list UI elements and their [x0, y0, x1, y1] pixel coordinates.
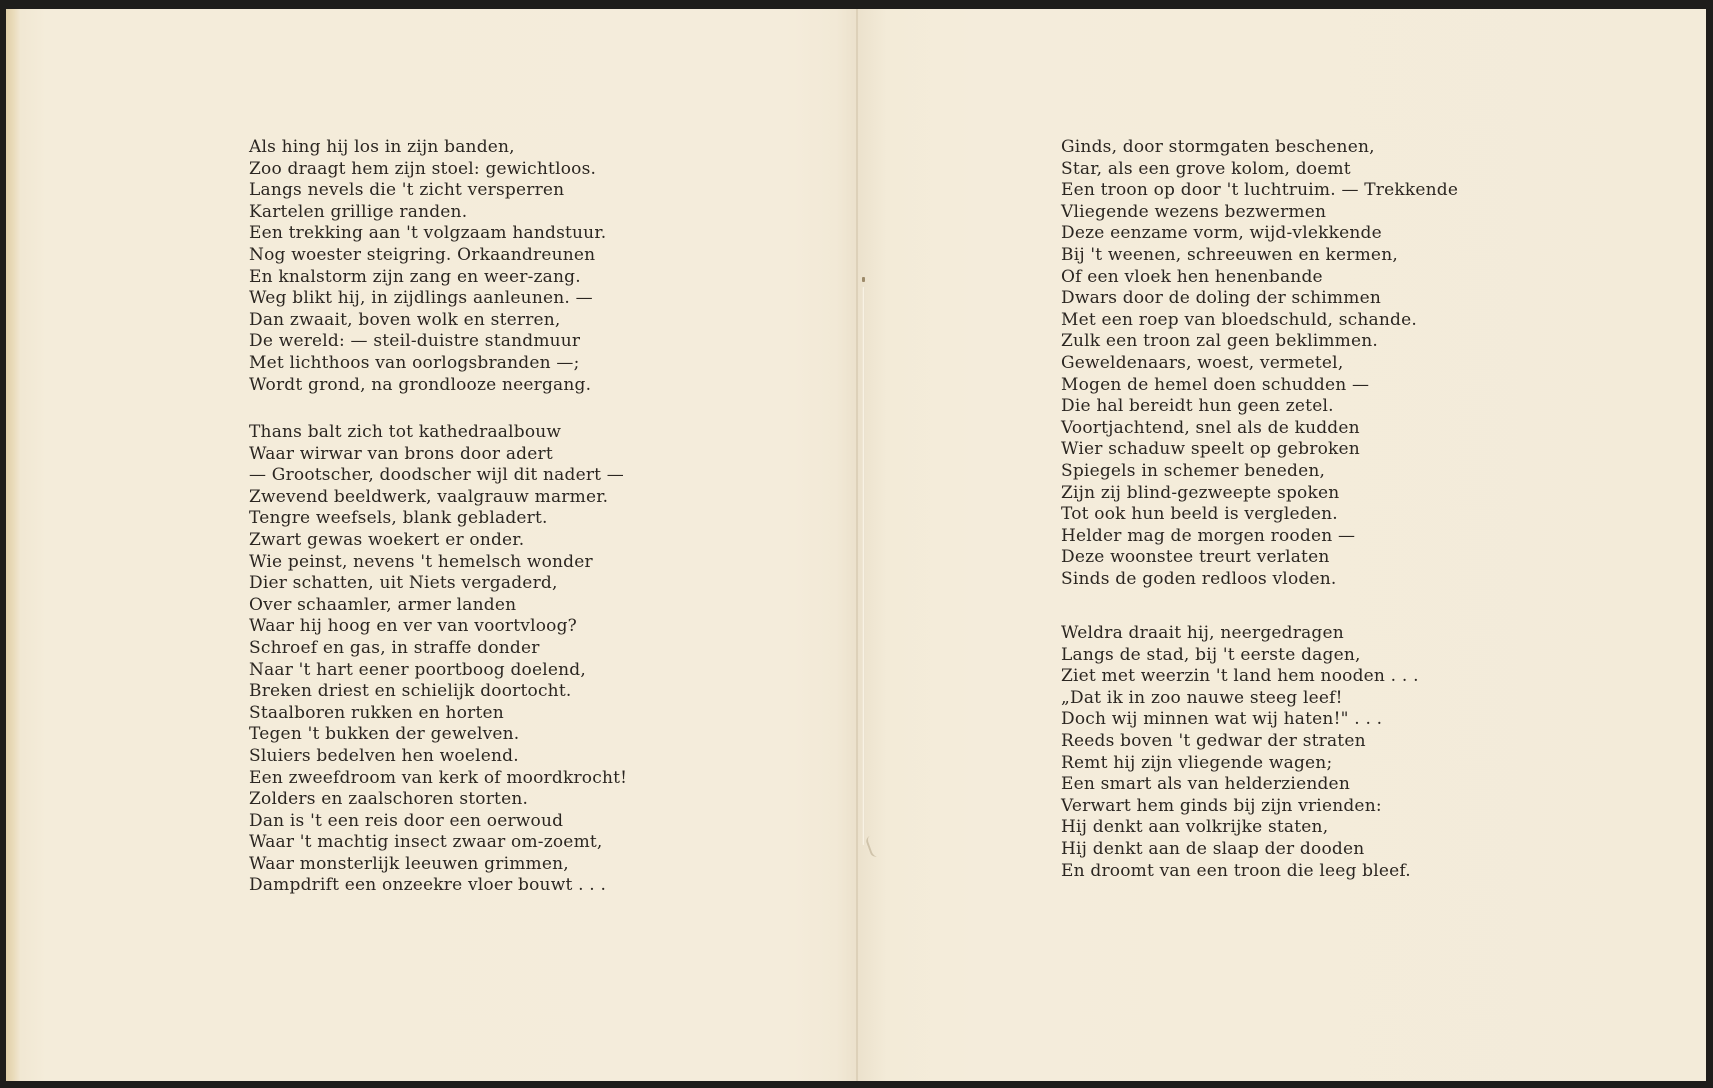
- poem-line: Deze woonstee treurt verlaten: [1061, 547, 1330, 568]
- poem-line: Kartelen grillige randen.: [249, 201, 468, 222]
- poem-line: Dan is 't een reis door een oerwoud: [249, 810, 564, 831]
- poem-line: Breken driest en schielijk doortocht.: [249, 681, 572, 702]
- poem-line: Zwart gewas woekert er onder.: [249, 529, 525, 550]
- poem-line: Weg blikt hij, in zijdlings aanleunen. —: [249, 288, 593, 309]
- poem-line: Wordt grond, na grondlooze neergang.: [249, 374, 592, 395]
- poem-line: Spiegels in schemer beneden,: [1061, 460, 1326, 481]
- poem-line: Zijn zij blind-gezweepte spoken: [1061, 482, 1340, 503]
- poem-line: Waar monsterlijk leeuwen grimmen,: [249, 853, 569, 874]
- poem-line: Een zweefdroom van kerk of moordkrocht!: [249, 767, 628, 788]
- poem-stanza: [249, 137, 606, 396]
- poem-line: Geweldenaars, woest, vermetel,: [1061, 352, 1344, 373]
- poem-line: Of een vloek hen henenbande: [1061, 266, 1323, 287]
- poem-line: Schroef en gas, in straffe donder: [249, 637, 540, 658]
- poem-line: Mogen de hemel doen schudden —: [1061, 374, 1370, 395]
- binding-thread: [862, 287, 865, 845]
- poem-line: Bij 't weenen, schreeuwen en kermen,: [1061, 244, 1398, 265]
- poem-line: Tegen 't bukken der gewelven.: [249, 724, 520, 745]
- poem-line: En droomt van een troon die leeg bleef.: [1061, 860, 1411, 881]
- poem-line: Over schaamler, armer landen: [249, 594, 517, 615]
- poem-line: Ginds, door stormgaten beschenen,: [1061, 137, 1375, 157]
- poem-line: Met lichthoos van oorlogsbranden —;: [249, 352, 580, 373]
- poem-line: Waar 't machtig insect zwaar om-zoemt,: [249, 832, 603, 853]
- poem-line: Staalboren rukken en horten: [249, 702, 504, 723]
- poem-line: Verwart hem ginds bij zijn vrienden:: [1061, 795, 1382, 816]
- poem-line: Zwevend beeldwerk, vaalgrauw marmer.: [249, 486, 609, 507]
- poem-line: Waar wirwar van brons door adert: [249, 443, 553, 464]
- poem-line: Sluiers bedelven hen woelend.: [249, 745, 519, 766]
- poem-line: Doch wij minnen wat wij haten!" . . .: [1061, 709, 1383, 730]
- poem-line: Langs de stad, bij 't eerste dagen,: [1061, 644, 1361, 665]
- poem-line: Wie peinst, nevens 't hemelsch wonder: [249, 551, 593, 572]
- poem-line: Als hing hij los in zijn banden,: [249, 137, 515, 157]
- poem-line: De wereld: — steil-duistre standmuur: [249, 331, 581, 352]
- poem-line: — Grootscher, doodscher wijl dit nadert —: [249, 465, 624, 486]
- binding-thread-top: [862, 277, 865, 282]
- poem-line: Zolders en zaalschoren storten.: [249, 789, 529, 810]
- poem-line: Voortjachtend, snel als de kudden: [1061, 417, 1360, 438]
- poem-line: Een smart als van helderzienden: [1061, 774, 1350, 795]
- poem-line: Dwars door de doling der schimmen: [1061, 288, 1381, 309]
- poem-line: Wier schaduw speelt op gebroken: [1061, 439, 1360, 460]
- spine-fold: [856, 9, 858, 1081]
- poem-line: Star, als een grove kolom, doemt: [1061, 158, 1351, 179]
- poem-line: Helder mag de morgen rooden —: [1061, 525, 1356, 546]
- poem-line: Naar 't hart eener poortboog doelend,: [249, 659, 586, 680]
- poem-line: Dan zwaait, boven wolk en sterren,: [249, 309, 561, 330]
- poem-line: Vliegende wezens bezwermen: [1061, 201, 1327, 222]
- open-booklet: [6, 9, 1706, 1081]
- poem-line: Zoo draagt hem zijn stoel: gewichtloos.: [249, 158, 597, 179]
- poem-line: En knalstorm zijn zang en weer-zang.: [249, 266, 581, 287]
- poem-line: Hij denkt aan volkrijke staten,: [1061, 817, 1329, 838]
- poem-stanza: [249, 422, 627, 897]
- poem-line: Die hal bereidt hun geen zetel.: [1061, 396, 1334, 417]
- poem-line: Weldra draait hij, neergedragen: [1061, 623, 1344, 643]
- poem-line: Langs nevels die 't zicht versperren: [249, 180, 565, 201]
- poem-line: Met een roep van bloedschuld, schande.: [1061, 309, 1417, 330]
- poem-line: Dier schatten, uit Niets vergaderd,: [249, 573, 558, 594]
- poem-line: Ziet met weerzin 't land hem nooden . . .: [1061, 666, 1419, 687]
- poem-stanza: [1061, 623, 1419, 882]
- poem-line: „Dat ik in zoo nauwe steeg leef!: [1061, 687, 1343, 708]
- poem-line: Waar hij hoog en ver van voortvloog?: [249, 616, 578, 637]
- poem-line: Remt hij zijn vliegende wagen;: [1061, 752, 1333, 773]
- poem-line: Een trekking aan 't volgzaam handstuur.: [249, 223, 607, 244]
- poem-line: Hij denkt aan de slaap der dooden: [1061, 838, 1365, 859]
- poem-line: Tengre weefsels, blank gebladert.: [249, 508, 548, 529]
- poem-line: Een troon op door 't luchtruim. — Trekkende: [1061, 180, 1459, 201]
- poem-line: Nog woester steigring. Orkaandreunen: [249, 244, 596, 265]
- poem-line: Sinds de goden redloos vloden.: [1061, 568, 1337, 589]
- poem-line: Thans balt zich tot kathedraalbouw: [249, 422, 562, 442]
- poem-line: Dampdrift een onzeekre vloer bouwt . . .: [249, 875, 607, 896]
- poem-line: Zulk een troon zal geen beklimmen.: [1061, 331, 1379, 352]
- poem-line: Deze eenzame vorm, wijd-vlekkende: [1061, 223, 1382, 244]
- poem-stanza: [1061, 137, 1458, 590]
- poem-line: Reeds boven 't gedwar der straten: [1061, 730, 1366, 751]
- poem-line: Tot ook hun beeld is vergleden.: [1061, 504, 1338, 525]
